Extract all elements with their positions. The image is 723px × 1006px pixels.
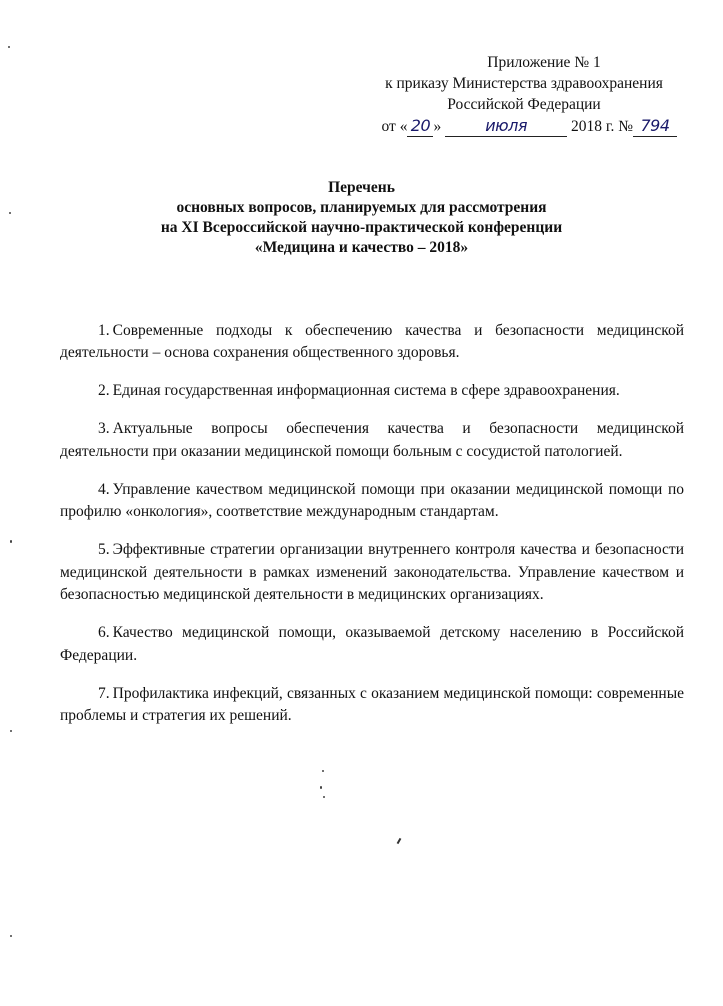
item-text: Единая государственная информационная система в сфере здравоохранения. (112, 382, 620, 399)
list-item (60, 539, 684, 607)
scan-speck (323, 796, 325, 798)
scan-speck (10, 540, 12, 543)
item-number: 2. (98, 382, 110, 399)
item-number: 3. (98, 420, 110, 437)
title-line-1: Перечень (328, 179, 395, 196)
list-item (60, 320, 684, 365)
item-number: 7. (98, 684, 110, 702)
scan-speck (8, 46, 10, 48)
scan-speck (10, 730, 12, 732)
date-year: 2018 г. № (570, 118, 633, 135)
document-title (0, 178, 723, 258)
date-mid: » (433, 118, 442, 135)
scan-speck (9, 212, 11, 214)
date-prefix: от « (381, 118, 408, 135)
handwritten-day: 20 (407, 115, 433, 137)
scan-speck (322, 770, 324, 772)
list-item (60, 622, 684, 667)
appendix-date-line (359, 115, 689, 137)
item-number: 4. (98, 480, 110, 498)
item-text: Актуальные вопросы обеспечения качества и безопасности медицинской деятельности при оказании медицинской помощи больным с сосудистой патологией. (60, 420, 684, 460)
appendix-order-line: к приказу Министерства здравоохранения (385, 75, 663, 92)
scan-speck (320, 786, 322, 789)
appendix-header (359, 52, 689, 137)
item-text: Профилактика инфекций, связанных с оказанием медицинской помощи: современные проблемы и стратегия их решений. (60, 684, 684, 724)
scan-mark (397, 838, 402, 844)
title-line-2: основных вопросов, планируемых для рассмотрения (176, 199, 547, 216)
item-number: 1. (98, 321, 110, 339)
scan-speck (10, 935, 12, 937)
list-item (60, 418, 684, 463)
handwritten-month: июля (445, 115, 567, 137)
questions-list (60, 304, 684, 731)
title-line-3: на XI Всероссийской научно-практической конференции (160, 219, 563, 236)
title-line-4: «Медицина и качество – 2018» (254, 239, 469, 256)
item-text: Эффективные стратегии организации внутреннего контроля качества и безопасности медицинской деятельности в рамках изменений законодательства. Управление качеством и безопасностью медицинской деятельности в медицинских организациях. (60, 541, 684, 603)
item-number: 5. (98, 541, 110, 558)
list-item (60, 479, 684, 524)
list-item (60, 683, 684, 728)
item-number: 6. (98, 624, 110, 641)
handwritten-number: 794 (633, 115, 677, 137)
appendix-federation-line: Российской Федерации (447, 96, 601, 113)
item-text: Качество медицинской помощи, оказываемой детскому населению в Российской Федерации. (60, 624, 684, 664)
item-text: Управление качеством медицинской помощи при оказании медицинской помощи по профилю «онкология», соответствие международным стандартам. (60, 480, 684, 520)
item-text: Современные подходы к обеспечению качества и безопасности медицинской деятельности – основа сохранения общественного здоровья. (60, 321, 684, 361)
list-item (60, 380, 684, 403)
appendix-title: Приложение № 1 (487, 54, 601, 71)
